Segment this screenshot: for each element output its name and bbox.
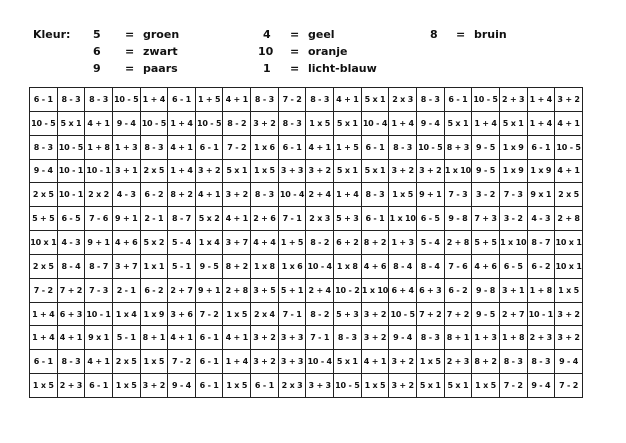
grid-cell[interactable]: 1 + 4 — [527, 111, 555, 135]
grid-cell[interactable]: 7 - 2 — [223, 135, 251, 159]
grid-cell[interactable]: 1 x 5 — [223, 374, 251, 398]
legend-color: bruin — [474, 28, 507, 41]
grid-cell[interactable]: 5 + 5 — [30, 207, 58, 231]
grid-cell[interactable]: 7 - 6 — [85, 207, 113, 231]
grid-cell[interactable]: 6 - 5 — [416, 207, 444, 231]
grid-cell[interactable]: 9 - 8 — [472, 278, 500, 302]
grid-cell[interactable]: 1 x 5 — [140, 350, 168, 374]
grid-cell[interactable]: 8 - 3 — [389, 135, 417, 159]
grid-cell[interactable]: 3 + 2 — [306, 159, 334, 183]
grid-cell[interactable]: 3 + 3 — [278, 326, 306, 350]
grid-cell[interactable]: 10 - 5 — [195, 111, 223, 135]
grid-cell[interactable]: 3 + 2 — [555, 302, 583, 326]
grid-cell[interactable]: 1 x 10 — [444, 159, 472, 183]
grid-cell[interactable]: 10 x 1 — [555, 254, 583, 278]
grid-cell[interactable]: 3 + 2 — [140, 374, 168, 398]
grid-cell[interactable]: 4 + 1 — [195, 183, 223, 207]
grid-cell[interactable]: 3 + 2 — [389, 350, 417, 374]
grid-row — [30, 183, 583, 207]
grid-cell[interactable]: 5 - 4 — [416, 231, 444, 255]
grid-cell[interactable]: 9 x 1 — [85, 326, 113, 350]
sum-grid — [29, 87, 583, 398]
grid-cell[interactable]: 1 x 10 — [361, 278, 389, 302]
grid-cell[interactable]: 5 + 1 — [278, 278, 306, 302]
grid-cell[interactable]: 1 x 5 — [389, 183, 417, 207]
grid-cell[interactable]: 4 + 1 — [223, 326, 251, 350]
legend-equals: = — [290, 28, 300, 41]
grid-cell[interactable]: 8 - 4 — [57, 254, 85, 278]
grid-cell[interactable]: 10 x 1 — [30, 231, 58, 255]
grid-cell[interactable]: 5 x 1 — [444, 374, 472, 398]
legend-equals: = — [125, 45, 135, 58]
grid-cell[interactable]: 3 - 2 — [472, 183, 500, 207]
grid-cell[interactable]: 6 - 1 — [195, 350, 223, 374]
grid-cell[interactable]: 1 + 8 — [527, 278, 555, 302]
grid-cell[interactable]: 3 + 7 — [112, 254, 140, 278]
grid-cell[interactable]: 10 - 4 — [306, 254, 334, 278]
grid-cell[interactable]: 4 + 1 — [555, 111, 583, 135]
grid-cell[interactable]: 1 x 9 — [140, 302, 168, 326]
grid-row — [30, 302, 583, 326]
grid-cell[interactable]: 4 + 1 — [361, 350, 389, 374]
grid-cell[interactable]: 2 x 3 — [389, 88, 417, 112]
grid-cell[interactable]: 5 x 2 — [140, 231, 168, 255]
grid-cell[interactable]: 7 - 1 — [278, 207, 306, 231]
grid-cell[interactable]: 10 - 5 — [30, 111, 58, 135]
grid-cell[interactable]: 7 - 3 — [444, 183, 472, 207]
grid-cell[interactable]: 6 - 1 — [195, 374, 223, 398]
grid-cell[interactable]: 1 + 5 — [278, 231, 306, 255]
grid-cell[interactable]: 10 - 5 — [112, 88, 140, 112]
grid-cell[interactable]: 5 x 1 — [334, 350, 362, 374]
grid-cell[interactable]: 1 x 1 — [140, 254, 168, 278]
grid-cell[interactable]: 2 x 5 — [555, 183, 583, 207]
grid-cell[interactable]: 5 x 1 — [334, 159, 362, 183]
grid-cell[interactable]: 8 + 2 — [168, 183, 196, 207]
grid-cell[interactable]: 8 - 3 — [57, 88, 85, 112]
legend-title: Kleur: — [33, 28, 71, 41]
grid-cell[interactable]: 1 x 10 — [389, 207, 417, 231]
grid-cell[interactable]: 5 x 1 — [444, 111, 472, 135]
grid-cell[interactable]: 1 x 5 — [416, 350, 444, 374]
grid-cell[interactable]: 10 - 1 — [57, 183, 85, 207]
grid-cell[interactable]: 2 - 1 — [140, 207, 168, 231]
grid-row — [30, 135, 583, 159]
grid-cell[interactable]: 9 + 1 — [85, 231, 113, 255]
legend-equals: = — [125, 62, 135, 75]
grid-cell[interactable]: 10 - 5 — [555, 135, 583, 159]
grid-cell[interactable]: 8 + 1 — [444, 326, 472, 350]
grid-cell[interactable]: 3 + 2 — [251, 350, 279, 374]
grid-cell[interactable]: 1 + 4 — [168, 159, 196, 183]
legend-number: 8 — [430, 28, 438, 41]
grid-cell[interactable]: 6 + 3 — [416, 278, 444, 302]
grid-cell[interactable]: 1 + 4 — [334, 183, 362, 207]
grid-cell[interactable]: 8 - 2 — [223, 111, 251, 135]
grid-cell[interactable]: 1 x 4 — [112, 302, 140, 326]
grid-cell[interactable]: 6 - 1 — [195, 326, 223, 350]
grid-cell[interactable]: 10 - 5 — [140, 111, 168, 135]
grid-cell[interactable]: 6 + 4 — [389, 278, 417, 302]
grid-cell[interactable]: 3 + 5 — [251, 278, 279, 302]
grid-cell[interactable]: 1 + 5 — [195, 88, 223, 112]
grid-cell[interactable]: 1 x 6 — [251, 135, 279, 159]
grid-cell[interactable]: 8 + 3 — [444, 135, 472, 159]
grid-cell[interactable]: 6 + 3 — [57, 302, 85, 326]
grid-cell[interactable]: 6 - 2 — [527, 254, 555, 278]
grid-cell[interactable]: 4 + 1 — [85, 350, 113, 374]
grid-cell[interactable]: 10 - 1 — [527, 302, 555, 326]
grid-cell[interactable]: 10 - 1 — [57, 159, 85, 183]
grid-cell[interactable]: 3 + 3 — [306, 374, 334, 398]
grid-cell[interactable]: 4 + 1 — [334, 88, 362, 112]
grid-cell[interactable]: 8 - 3 — [251, 183, 279, 207]
grid-cell[interactable]: 10 - 1 — [85, 302, 113, 326]
grid-row — [30, 111, 583, 135]
grid-row — [30, 207, 583, 231]
grid-cell[interactable]: 6 - 1 — [361, 135, 389, 159]
grid-cell[interactable]: 3 + 3 — [278, 350, 306, 374]
legend-color: paars — [143, 62, 178, 75]
grid-cell[interactable]: 6 - 1 — [444, 88, 472, 112]
grid-cell[interactable]: 1 x 9 — [499, 135, 527, 159]
grid-cell[interactable]: 3 + 2 — [416, 159, 444, 183]
grid-cell[interactable]: 5 x 1 — [334, 111, 362, 135]
grid-cell[interactable]: 6 - 2 — [140, 278, 168, 302]
grid-cell[interactable]: 8 - 7 — [527, 231, 555, 255]
grid-cell[interactable]: 9 - 4 — [527, 374, 555, 398]
grid-cell[interactable]: 3 + 6 — [168, 302, 196, 326]
grid-cell[interactable]: 1 x 9 — [499, 159, 527, 183]
grid-cell[interactable]: 1 + 4 — [223, 350, 251, 374]
grid-cell[interactable]: 2 x 3 — [306, 207, 334, 231]
grid-cell[interactable]: 4 - 3 — [112, 183, 140, 207]
grid-cell[interactable]: 5 x 1 — [361, 159, 389, 183]
grid-cell[interactable]: 3 + 2 — [195, 159, 223, 183]
grid-cell[interactable]: 10 - 4 — [306, 350, 334, 374]
grid-cell[interactable]: 7 + 2 — [57, 278, 85, 302]
grid-cell[interactable]: 4 + 1 — [168, 326, 196, 350]
grid-cell[interactable]: 8 - 4 — [416, 254, 444, 278]
grid-row — [30, 374, 583, 398]
grid-cell[interactable]: 4 + 1 — [223, 88, 251, 112]
grid-cell[interactable]: 7 - 3 — [85, 278, 113, 302]
grid-cell[interactable]: 4 + 1 — [85, 111, 113, 135]
grid-cell[interactable]: 1 x 5 — [361, 374, 389, 398]
grid-cell[interactable]: 1 + 4 — [168, 111, 196, 135]
grid-cell[interactable]: 5 - 1 — [112, 326, 140, 350]
grid-cell[interactable]: 2 + 6 — [251, 207, 279, 231]
grid-cell[interactable]: 8 + 2 — [361, 231, 389, 255]
grid-cell[interactable]: 6 - 2 — [140, 183, 168, 207]
grid-cell[interactable]: 3 + 2 — [555, 88, 583, 112]
grid-row — [30, 159, 583, 183]
grid-cell[interactable]: 10 - 5 — [472, 88, 500, 112]
grid-cell[interactable]: 3 + 2 — [251, 111, 279, 135]
grid-cell[interactable]: 10 - 2 — [334, 278, 362, 302]
grid-cell[interactable]: 7 + 3 — [472, 207, 500, 231]
legend-number: 5 — [93, 28, 101, 41]
legend-color: zwart — [143, 45, 178, 58]
grid-cell[interactable]: 2 + 3 — [527, 326, 555, 350]
grid-cell[interactable]: 8 - 2 — [306, 302, 334, 326]
grid-cell[interactable]: 6 - 1 — [30, 350, 58, 374]
grid-cell[interactable]: 10 - 5 — [416, 135, 444, 159]
grid-cell[interactable]: 2 x 3 — [278, 374, 306, 398]
grid-cell[interactable]: 7 - 2 — [278, 88, 306, 112]
grid-cell[interactable]: 10 - 4 — [278, 183, 306, 207]
grid-cell[interactable]: 6 - 5 — [499, 254, 527, 278]
grid-cell[interactable]: 9 - 5 — [472, 302, 500, 326]
legend-color: geel — [308, 28, 335, 41]
grid-cell[interactable]: 2 + 3 — [57, 374, 85, 398]
grid-cell[interactable]: 2 + 7 — [168, 278, 196, 302]
grid-cell[interactable]: 10 x 1 — [555, 231, 583, 255]
grid-cell[interactable]: 8 - 3 — [278, 111, 306, 135]
grid-cell[interactable]: 10 - 5 — [389, 302, 417, 326]
grid-cell[interactable]: 5 x 1 — [57, 111, 85, 135]
grid-cell[interactable]: 3 + 3 — [278, 159, 306, 183]
grid-cell[interactable]: 1 x 5 — [251, 159, 279, 183]
grid-cell[interactable]: 1 x 10 — [499, 231, 527, 255]
legend-number: 4 — [263, 28, 271, 41]
grid-cell[interactable]: 1 x 6 — [278, 254, 306, 278]
grid-cell[interactable]: 10 - 5 — [334, 374, 362, 398]
grid-cell[interactable]: 6 - 1 — [30, 88, 58, 112]
grid-cell[interactable]: 2 + 4 — [306, 278, 334, 302]
grid-cell[interactable]: 10 - 4 — [361, 111, 389, 135]
legend-equals: = — [456, 28, 466, 41]
grid-cell[interactable]: 3 + 2 — [555, 326, 583, 350]
grid-cell[interactable]: 6 - 1 — [361, 207, 389, 231]
grid-cell[interactable]: 1 x 5 — [472, 374, 500, 398]
grid-cell[interactable]: 5 + 5 — [472, 231, 500, 255]
grid-cell[interactable]: 9 x 1 — [527, 183, 555, 207]
grid-cell[interactable]: 9 + 1 — [416, 183, 444, 207]
grid-cell[interactable]: 8 - 3 — [527, 350, 555, 374]
grid-row — [30, 231, 583, 255]
grid-cell[interactable]: 9 + 1 — [195, 278, 223, 302]
grid-cell[interactable]: 5 x 1 — [499, 111, 527, 135]
grid-cell[interactable]: 3 + 1 — [112, 159, 140, 183]
grid-cell[interactable]: 9 - 4 — [389, 326, 417, 350]
grid-cell[interactable]: 2 + 8 — [444, 231, 472, 255]
grid-row — [30, 350, 583, 374]
grid-cell[interactable]: 5 x 1 — [416, 374, 444, 398]
grid-cell[interactable]: 1 + 3 — [472, 326, 500, 350]
legend-number: 10 — [258, 45, 274, 58]
grid-cell[interactable]: 1 x 4 — [195, 231, 223, 255]
grid-cell[interactable]: 8 - 3 — [140, 135, 168, 159]
grid-cell[interactable]: 1 x 8 — [251, 254, 279, 278]
grid-cell[interactable]: 8 - 3 — [334, 326, 362, 350]
grid-cell[interactable]: 1 + 4 — [30, 302, 58, 326]
grid-cell[interactable]: 3 + 2 — [389, 159, 417, 183]
grid-cell[interactable]: 4 + 1 — [223, 207, 251, 231]
grid-cell[interactable]: 8 - 2 — [306, 231, 334, 255]
legend-equals: = — [290, 62, 300, 75]
grid-cell[interactable]: 4 + 6 — [472, 254, 500, 278]
grid-cell[interactable]: 1 x 5 — [223, 302, 251, 326]
grid-cell[interactable]: 5 + 3 — [334, 302, 362, 326]
grid-cell[interactable]: 1 + 3 — [112, 135, 140, 159]
grid-cell[interactable]: 8 - 7 — [85, 254, 113, 278]
grid-cell[interactable]: 8 - 3 — [306, 88, 334, 112]
grid-cell[interactable]: 9 - 4 — [30, 159, 58, 183]
legend-number: 9 — [93, 62, 101, 75]
grid-cell[interactable]: 7 + 2 — [444, 302, 472, 326]
grid-cell[interactable]: 1 + 3 — [389, 231, 417, 255]
grid-cell[interactable]: 2 - 1 — [112, 278, 140, 302]
grid-cell[interactable]: 7 - 6 — [444, 254, 472, 278]
grid-cell[interactable]: 1 x 8 — [334, 254, 362, 278]
grid-cell[interactable]: 9 - 4 — [168, 374, 196, 398]
grid-cell[interactable]: 2 + 3 — [444, 350, 472, 374]
grid-cell[interactable]: 3 + 2 — [361, 326, 389, 350]
grid-cell[interactable]: 3 + 2 — [389, 374, 417, 398]
legend-equals: = — [290, 45, 300, 58]
grid-cell[interactable]: 3 + 2 — [361, 302, 389, 326]
grid-cell[interactable]: 9 - 5 — [472, 135, 500, 159]
grid-cell[interactable]: 4 + 6 — [361, 254, 389, 278]
grid-cell[interactable]: 8 - 3 — [30, 135, 58, 159]
grid-cell[interactable]: 2 + 4 — [306, 183, 334, 207]
grid-cell[interactable]: 6 + 2 — [334, 231, 362, 255]
grid-cell[interactable]: 3 + 7 — [223, 231, 251, 255]
grid-cell[interactable]: 3 - 2 — [499, 207, 527, 231]
grid-cell[interactable]: 1 x 5 — [112, 374, 140, 398]
grid-cell[interactable]: 8 - 3 — [361, 183, 389, 207]
grid-cell[interactable]: 6 - 1 — [278, 135, 306, 159]
grid-cell[interactable]: 1 + 4 — [140, 88, 168, 112]
grid-cell[interactable]: 7 - 2 — [168, 350, 196, 374]
grid-cell[interactable]: 6 - 5 — [57, 207, 85, 231]
grid-cell[interactable]: 5 - 1 — [168, 254, 196, 278]
legend-color: groen — [143, 28, 180, 41]
grid-cell[interactable]: 8 + 2 — [472, 350, 500, 374]
grid-cell[interactable]: 8 - 3 — [499, 350, 527, 374]
grid-cell[interactable]: 1 + 4 — [527, 88, 555, 112]
grid-cell[interactable]: 9 + 1 — [112, 207, 140, 231]
grid-cell[interactable]: 8 - 3 — [57, 350, 85, 374]
grid-cell[interactable]: 2 + 8 — [223, 278, 251, 302]
grid-cell[interactable]: 1 + 4 — [472, 111, 500, 135]
grid-cell[interactable]: 4 + 1 — [57, 326, 85, 350]
grid-cell[interactable]: 4 + 1 — [306, 135, 334, 159]
grid-cell[interactable]: 8 - 3 — [416, 326, 444, 350]
grid-cell[interactable]: 1 x 5 — [30, 374, 58, 398]
grid-row — [30, 326, 583, 350]
grid-cell[interactable]: 8 - 3 — [416, 88, 444, 112]
grid-cell[interactable]: 1 + 8 — [85, 135, 113, 159]
grid-cell[interactable]: 1 + 5 — [334, 135, 362, 159]
grid-cell[interactable]: 4 - 3 — [57, 231, 85, 255]
grid-cell[interactable]: 9 - 4 — [555, 350, 583, 374]
grid-cell[interactable]: 2 x 5 — [140, 159, 168, 183]
grid-cell[interactable]: 7 - 2 — [30, 278, 58, 302]
grid-cell[interactable]: 2 + 8 — [555, 207, 583, 231]
grid-cell[interactable]: 10 - 1 — [85, 159, 113, 183]
grid-cell[interactable]: 6 - 1 — [85, 374, 113, 398]
grid-cell[interactable]: 1 x 5 — [306, 111, 334, 135]
grid-cell[interactable]: 8 + 1 — [140, 326, 168, 350]
grid-cell[interactable]: 1 + 4 — [30, 326, 58, 350]
legend-number: 6 — [93, 45, 101, 58]
color-legend — [0, 0, 626, 80]
grid-cell[interactable]: 4 + 1 — [168, 135, 196, 159]
grid-cell[interactable]: 3 + 1 — [499, 278, 527, 302]
grid-cell[interactable]: 1 + 4 — [389, 111, 417, 135]
grid-cell[interactable]: 5 x 1 — [223, 159, 251, 183]
grid-cell[interactable]: 7 + 2 — [416, 302, 444, 326]
grid-cell[interactable]: 1 x 9 — [527, 159, 555, 183]
grid-cell[interactable]: 4 - 3 — [527, 207, 555, 231]
grid-cell[interactable]: 4 + 4 — [251, 231, 279, 255]
grid-cell[interactable]: 5 + 3 — [334, 207, 362, 231]
grid-cell[interactable]: 8 + 2 — [223, 254, 251, 278]
legend-color: licht-blauw — [308, 62, 377, 75]
grid-cell[interactable]: 8 - 4 — [389, 254, 417, 278]
grid-cell[interactable]: 9 - 5 — [472, 159, 500, 183]
grid-cell[interactable]: 4 + 6 — [112, 231, 140, 255]
grid-cell[interactable]: 10 - 5 — [57, 135, 85, 159]
grid-cell[interactable]: 9 - 8 — [444, 207, 472, 231]
grid-cell[interactable]: 8 - 3 — [251, 88, 279, 112]
grid-cell[interactable]: 6 - 1 — [168, 88, 196, 112]
grid-cell[interactable]: 7 - 2 — [195, 302, 223, 326]
grid-cell[interactable]: 2 x 2 — [85, 183, 113, 207]
grid-cell[interactable]: 2 + 3 — [499, 88, 527, 112]
grid-cell[interactable]: 4 + 1 — [555, 159, 583, 183]
grid-cell[interactable]: 5 x 2 — [195, 207, 223, 231]
grid-cell[interactable]: 3 + 2 — [251, 326, 279, 350]
grid-cell[interactable]: 6 - 1 — [251, 374, 279, 398]
grid-cell[interactable]: 1 + 8 — [499, 326, 527, 350]
grid-cell[interactable]: 9 - 4 — [112, 111, 140, 135]
grid-cell[interactable]: 7 - 2 — [555, 374, 583, 398]
legend-color: oranje — [308, 45, 348, 58]
legend-equals: = — [125, 28, 135, 41]
grid-row — [30, 254, 583, 278]
grid-row — [30, 278, 583, 302]
grid-cell[interactable]: 9 - 4 — [416, 111, 444, 135]
grid-cell[interactable]: 7 - 1 — [278, 302, 306, 326]
grid-cell[interactable]: 3 + 2 — [223, 183, 251, 207]
grid-cell[interactable]: 2 + 7 — [499, 302, 527, 326]
grid-row — [30, 88, 583, 112]
grid-cell[interactable]: 1 x 5 — [555, 278, 583, 302]
grid-cell[interactable]: 2 x 4 — [251, 302, 279, 326]
grid-cell[interactable]: 6 - 2 — [444, 278, 472, 302]
grid-cell[interactable]: 2 x 5 — [30, 183, 58, 207]
grid-cell[interactable]: 2 x 5 — [30, 254, 58, 278]
legend-number: 1 — [263, 62, 271, 75]
grid-cell[interactable]: 5 x 1 — [361, 88, 389, 112]
grid-cell[interactable]: 7 - 2 — [499, 374, 527, 398]
grid-cell[interactable]: 9 - 5 — [195, 254, 223, 278]
grid-cell[interactable]: 7 - 1 — [306, 326, 334, 350]
grid-cell[interactable]: 8 - 3 — [85, 88, 113, 112]
grid-cell[interactable]: 6 - 1 — [195, 135, 223, 159]
grid-cell[interactable]: 6 - 1 — [527, 135, 555, 159]
grid-cell[interactable]: 8 - 7 — [168, 207, 196, 231]
grid-cell[interactable]: 2 x 5 — [112, 350, 140, 374]
grid-cell[interactable]: 7 - 3 — [499, 183, 527, 207]
grid-cell[interactable]: 5 - 4 — [168, 231, 196, 255]
